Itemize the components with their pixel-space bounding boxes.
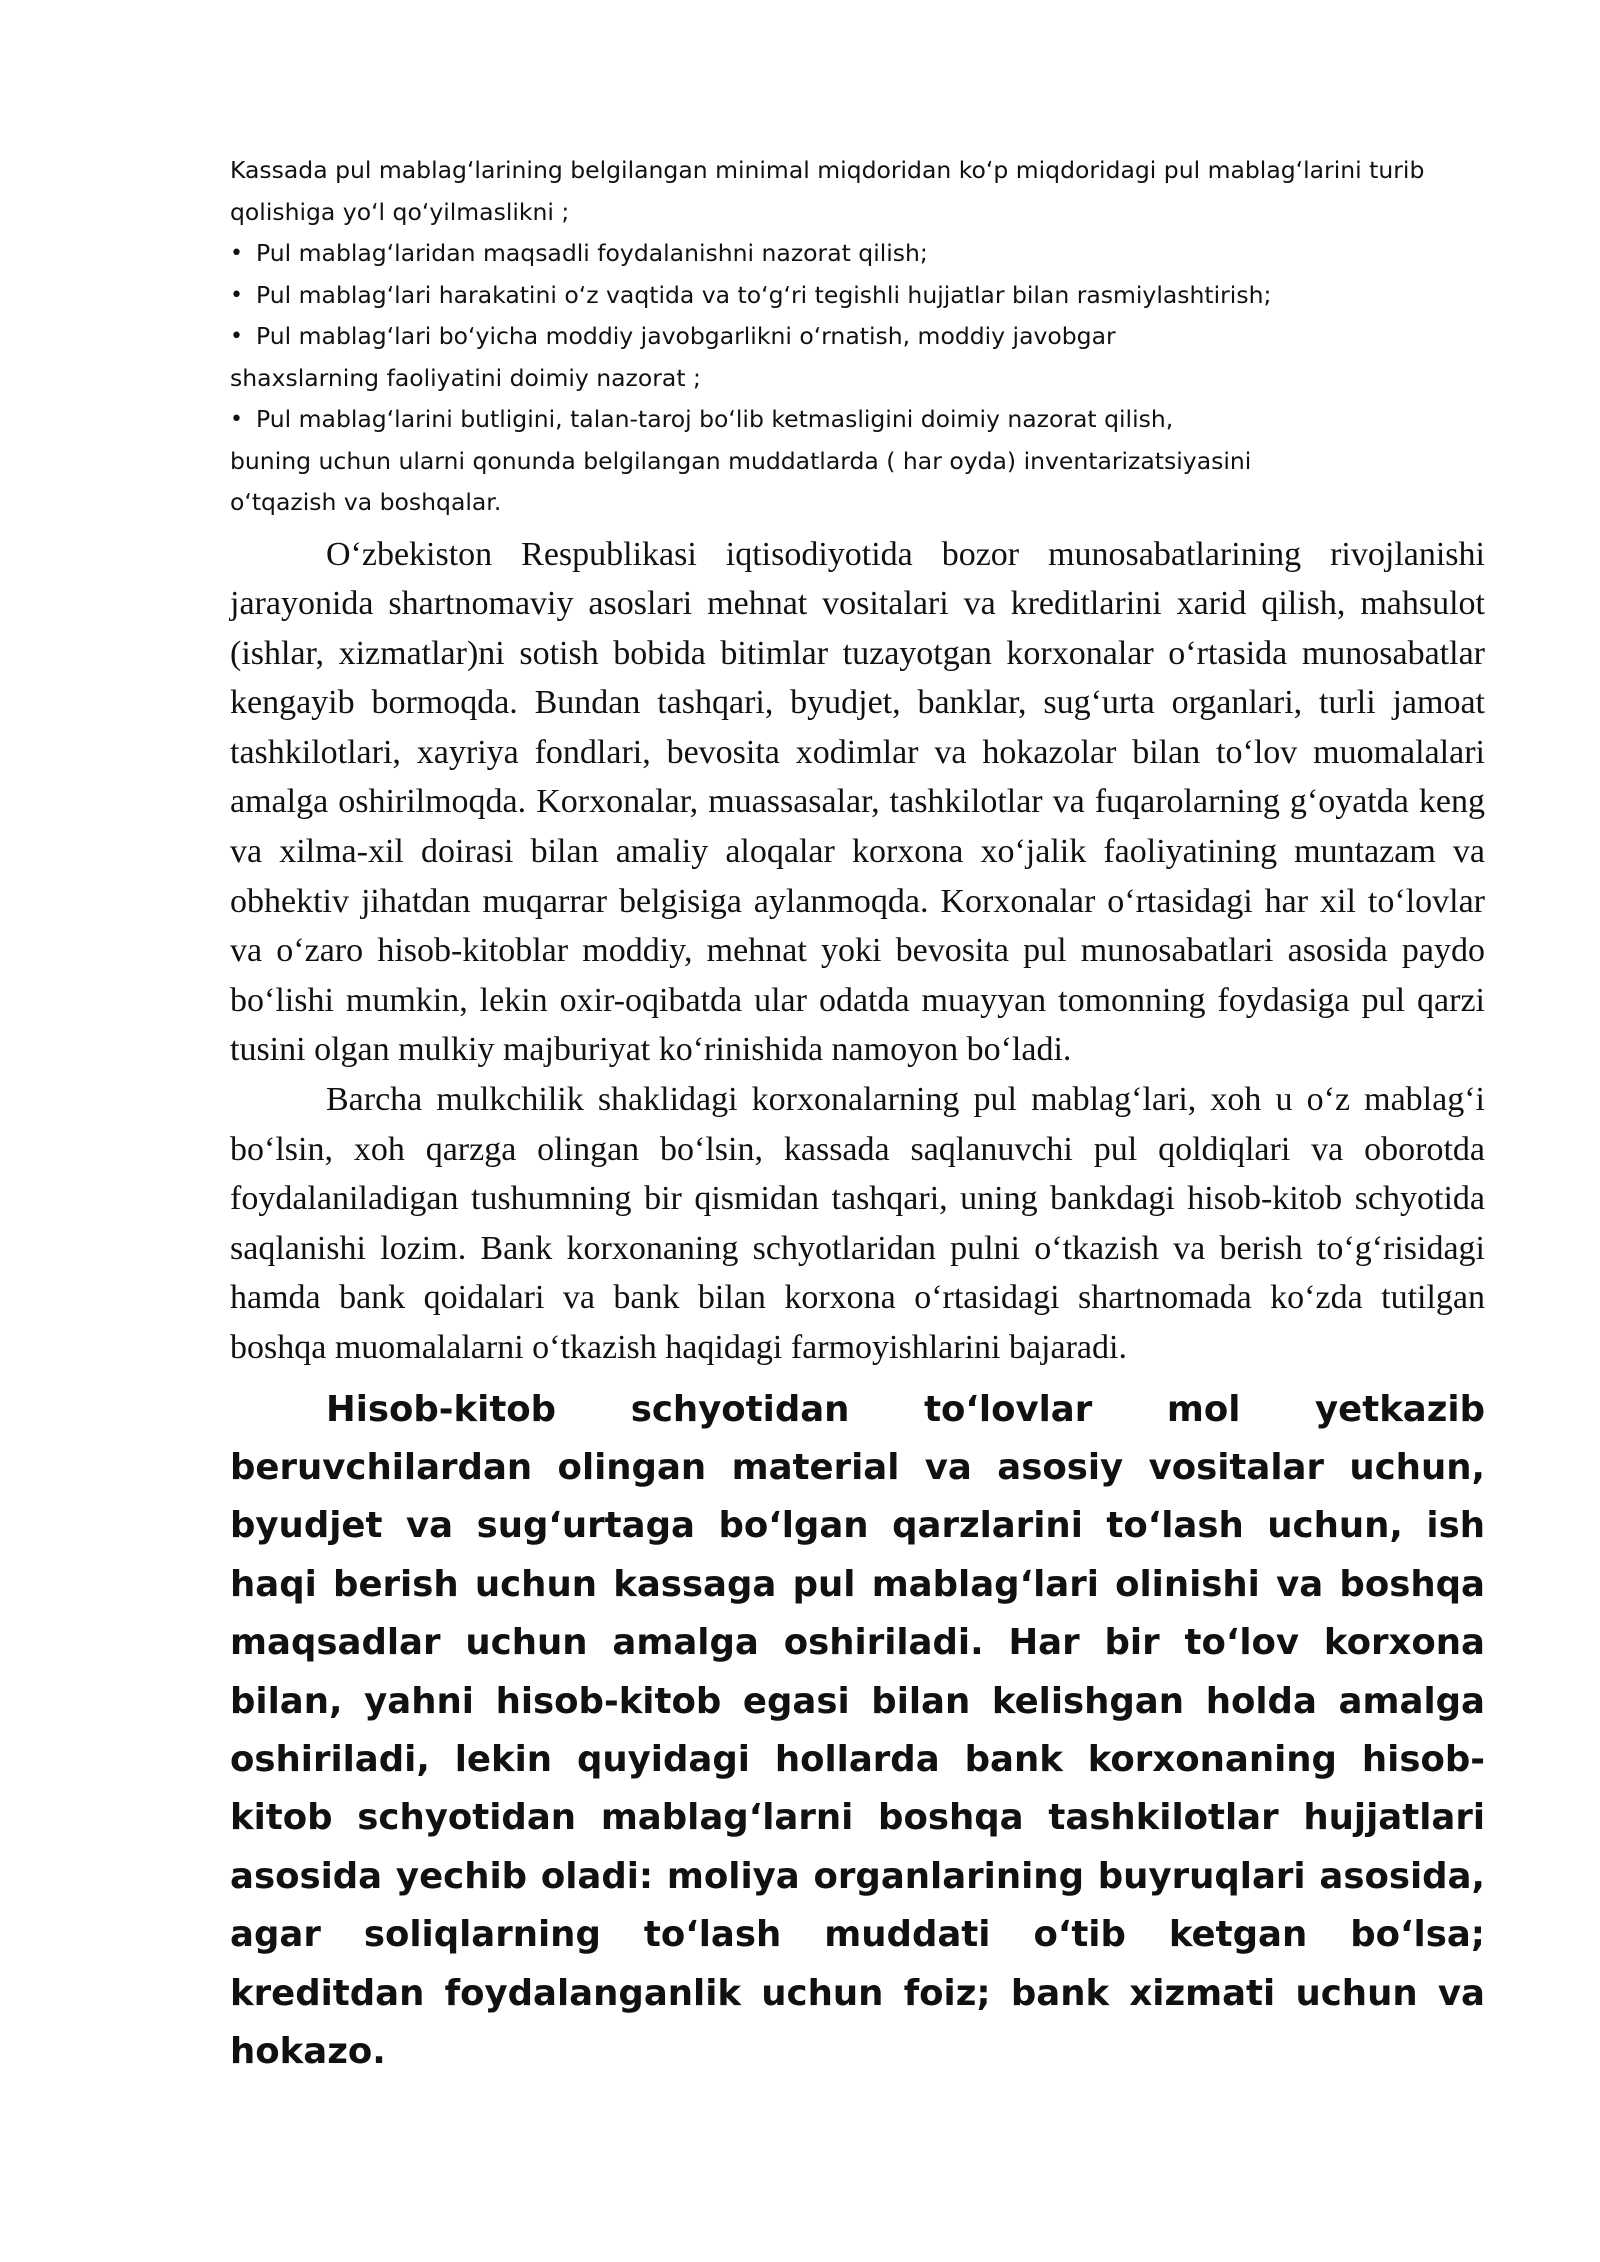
intro-text: Kassada pul mablag‘larining belgilangan minimal miqdoridan ko‘p miqdoridagi pul mablag‘larini turib qolishiga yo‘l qo‘yilmaslikni ;	[230, 156, 1425, 226]
bullet-icon: •	[230, 241, 243, 266]
bullet-icon: •	[230, 282, 243, 308]
list-item-text: Pul mablag‘lari harakatini o‘z vaqtida va to‘g‘ri tegishli hujjatlar bilan rasmiylashtirish;	[256, 280, 1272, 309]
bold-paragraph: Hisob-kitob schyotidan to‘lovlar mol yetkazib beruvchilardan olingan material va asosiy vositalar uchun, byudjet va sug‘urtaga bo‘lgan qarzlarini to‘lash uchun, ish haqi berish uchun kassaga pul mablag‘lari olinishi va boshqa maqsadlar uchun amalga oshiriladi. Har bir to‘lov korxona bilan, yahni hisob-kitob egasi bilan kelishgan holda amalga oshiriladi, lekin quyidagi hollarda bank korxonaning hisob-kitob schyotidan mablag‘larni boshqa tashkilotlar hujjatlari asosida yechib oladi: moliya organlarining buyruqlari asosida, agar soliqlarning to‘lash muddati o‘tib ketgan bo‘lsa; kreditdan foydalanganlik uchun foiz; bank xizmati uchun va hokazo.	[230, 1388, 1485, 2073]
list-item-continuation: shaxslarning faoliyatini doimiy nazorat ;	[230, 363, 701, 392]
list-item-continuation: buning uchun ularni qonunda belgilangan muddatlarda ( har oyda) inventarizatsiyasini	[230, 446, 1252, 475]
list-item-continuation: o‘tqazish va boshqalar.	[230, 488, 502, 516]
list-item	[230, 233, 1485, 275]
bold-text-section	[230, 1381, 1485, 2082]
requirements-list-section	[230, 150, 1485, 524]
bullet-icon: •	[230, 407, 243, 432]
list-item	[230, 275, 1485, 317]
document-page	[230, 150, 1485, 2081]
body-text-section	[230, 530, 1485, 1373]
list-item-text: Pul mablag‘laridan maqsadli foydalanishni nazorat qilish;	[256, 239, 928, 267]
body-paragraph: O‘zbekiston Respublikasi iqtisodiyotida bozor munosabatlarining rivojlanishi jarayonida shartnomaviy asoslari mehnat vositalari va kreditlarini xarid qilish, mahsulot (ishlar, xizmatlar)ni sotish bobida bitimlar tuzayotgan korxonalar o‘rtasida munosabatlar kengayib bormoqda. Bundan tashqari, byudjet, banklar, sug‘urta organlari, turli jamoat tashkilotlari, xayriya fondlari, bevosita xodimlar va hokazolar bilan to‘lov muomalalari amalga oshirilmoqda. Korxonalar, muassasalar, tashkilotlar va fuqarolarning g‘oyatda keng va xilma-xil doirasi bilan amaliy aloqalar korxona xo‘jalik faoliyatining muntazam va obhektiv jihatdan muqarrar belgisiga aylanmoqda. Korxonalar o‘rtasidagi har xil to‘lovlar va o‘zaro hisob-kitoblar moddiy, mehnat yoki bevosita pul munosabatlari asosida paydo bo‘lishi mumkin, lekin oxir-oqibatda ular odatda muayyan tomonning foydasiga pul qarzi tusini olgan mulkiy majburiyat ko‘rinishida namoyon bo‘ladi.	[230, 535, 1485, 1069]
body-paragraph: Barcha mulkchilik shaklidagi korxonalarning pul mablag‘lari, xoh u o‘z mablag‘i bo‘lsin, xoh qarzga olingan bo‘lsin, kassada saqlanuvchi pul qoldiqlari va oborotda foydalaniladigan tushumning bir qismidan tashqari, uning bankdagi hisob-kitob schyotida saqlanishi lozim. Bank korxonaning schyotlaridan pulni o‘tkazish va berish to‘g‘risidagi hamda bank qoidalari va bank bilan korxona o‘rtasidagi shartnomada ko‘zda tutilgan boshqa muomalalarni o‘tkazish haqidagi farmoyishlarini bajaradi.	[230, 1081, 1485, 1366]
bullet-icon: •	[230, 324, 243, 349]
list-item-text: Pul mablag‘larini butligini, talan-taroj bo‘lib ketmasligini doimiy nazorat qilish,	[256, 405, 1174, 433]
list-item-text: Pul mablag‘lari bo‘yicha moddiy javobgarlikni o‘rnatish, moddiy javobgar	[256, 322, 1116, 350]
list-item	[230, 399, 1485, 441]
list-item	[230, 316, 1485, 358]
